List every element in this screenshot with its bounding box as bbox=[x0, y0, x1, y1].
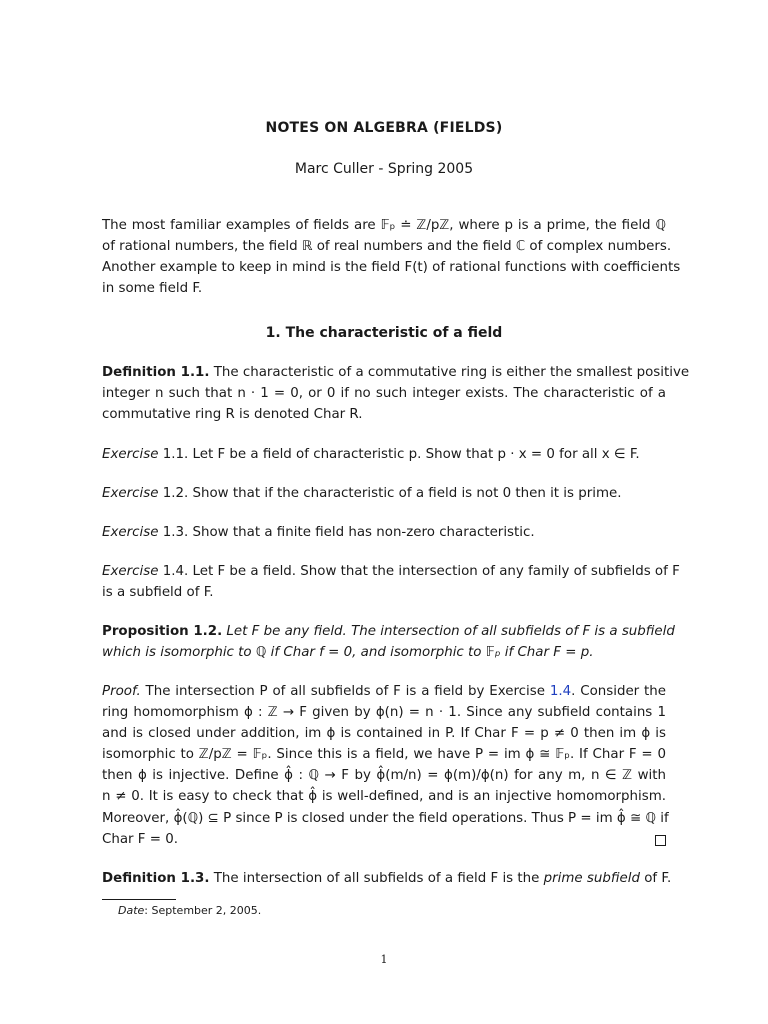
intro-line: The most familiar examples of fields are 𝔽ₚ ≐ ℤ/pℤ, where p is a prime, the field ℚ bbox=[102, 218, 666, 233]
proposition-text: Let F be any field. The intersection of all subfields of F is a subfield bbox=[222, 624, 675, 639]
definition-text: The characteristic of a commutative ring is either the smallest positive bbox=[209, 365, 690, 380]
exercise-number: 1.1. bbox=[158, 447, 189, 462]
definition-text: The intersection of all subfields of a field F is the bbox=[209, 871, 544, 886]
proof-text: and is closed under addition, im ϕ is contained in P. If Char F = p ≠ 0 then im ϕ is bbox=[102, 726, 666, 742]
definition-term: prime subfield bbox=[543, 871, 640, 886]
proof-text: n ≠ 0. It is easy to check that ϕ̂ is well-defined, and is an injective homomorphism. bbox=[102, 789, 666, 805]
footnote-text: : September 2, 2005. bbox=[144, 904, 262, 917]
page-number: 1 bbox=[380, 953, 388, 966]
exercise-label: Exercise bbox=[102, 447, 159, 462]
intro-line: in some field F. bbox=[102, 281, 203, 297]
exercise-1-4 bbox=[102, 561, 680, 603]
proposition-text: which is isomorphic to ℚ if Char f = 0, and isomorphic to 𝔽ₚ if Char F = p. bbox=[102, 645, 594, 661]
proof bbox=[102, 681, 669, 850]
exercise-number: 1.3. bbox=[158, 525, 189, 540]
section-heading: 1. The characteristic of a field bbox=[265, 325, 503, 341]
qed-box-icon bbox=[655, 835, 666, 846]
footnote-rule bbox=[102, 899, 176, 900]
exercise-reference-link[interactable]: 1.4 bbox=[549, 684, 572, 699]
proof-text: Char F = 0. bbox=[102, 831, 179, 847]
exercise-label: Exercise bbox=[102, 486, 159, 501]
exercise-text: Show that if the characteristic of a field is not 0 then it is prime. bbox=[188, 486, 622, 501]
definition-1-1 bbox=[102, 362, 690, 425]
definition-1-3 bbox=[102, 868, 672, 889]
intro-line: of rational numbers, the field ℝ of real numbers and the field ℂ of complex numbers. bbox=[102, 239, 672, 255]
exercise-text: Let F be a field of characteristic p. Show that p · x = 0 for all x ∈ F. bbox=[188, 447, 640, 462]
definition-text: integer n such that n · 1 = 0, or 0 if no such integer exists. The characteristic of a bbox=[102, 386, 666, 402]
definition-text: commutative ring R is denoted Char R. bbox=[102, 407, 363, 423]
exercise-text: is a subfield of F. bbox=[102, 585, 214, 601]
proposition-label: Proposition 1.2. bbox=[102, 624, 223, 639]
definition-text: of F. bbox=[639, 871, 672, 886]
exercise-1-2 bbox=[102, 483, 666, 504]
intro-line: Another example to keep in mind is the field F(t) of rational functions with coefficients bbox=[102, 260, 681, 276]
proposition-1-2 bbox=[102, 621, 675, 663]
intro-paragraph bbox=[102, 215, 681, 299]
definition-label: Definition 1.1. bbox=[102, 365, 210, 380]
proof-label: Proof. bbox=[102, 684, 141, 699]
exercise-1-3 bbox=[102, 522, 666, 543]
exercise-text: Show that a finite field has non-zero characteristic. bbox=[188, 525, 535, 540]
exercise-label: Exercise bbox=[102, 564, 159, 579]
proof-text: then ϕ is injective. Define ϕ̂ : ℚ → F by ϕ̂(m/n) = ϕ(m)/ϕ(n) for any m, n ∈ ℤ with bbox=[102, 768, 666, 784]
exercise-number: 1.2. bbox=[158, 486, 189, 501]
proof-text: Moreover, ϕ̂(ℚ) ⊆ P since P is closed under the field operations. Thus P = im ϕ̂ ≅ ℚ if bbox=[102, 810, 669, 826]
proof-text: The intersection P of all subfields of F is a field by Exercise bbox=[140, 684, 550, 699]
footnote bbox=[118, 904, 261, 917]
exercise-number: 1.4. bbox=[158, 564, 189, 579]
proof-text: . Consider the bbox=[571, 684, 667, 699]
exercise-label: Exercise bbox=[102, 525, 159, 540]
proof-text: ring homomorphism ϕ : ℤ → F given by ϕ(n) = n · 1. Since any subfield contains 1 bbox=[102, 705, 666, 721]
author-line: Marc Culler - Spring 2005 bbox=[294, 161, 474, 177]
page-title: NOTES ON ALGEBRA (FIELDS) bbox=[265, 120, 503, 136]
proof-text: isomorphic to ℤ/pℤ = 𝔽ₚ. Since this is a field, we have P = im ϕ ≅ 𝔽ₚ. If Char F = 0 bbox=[102, 747, 666, 763]
definition-label: Definition 1.3. bbox=[102, 871, 210, 886]
exercise-text: Let F be a field. Show that the intersection of any family of subfields of F bbox=[188, 564, 680, 579]
footnote-label: Date bbox=[118, 904, 145, 917]
exercise-1-1 bbox=[102, 444, 666, 465]
